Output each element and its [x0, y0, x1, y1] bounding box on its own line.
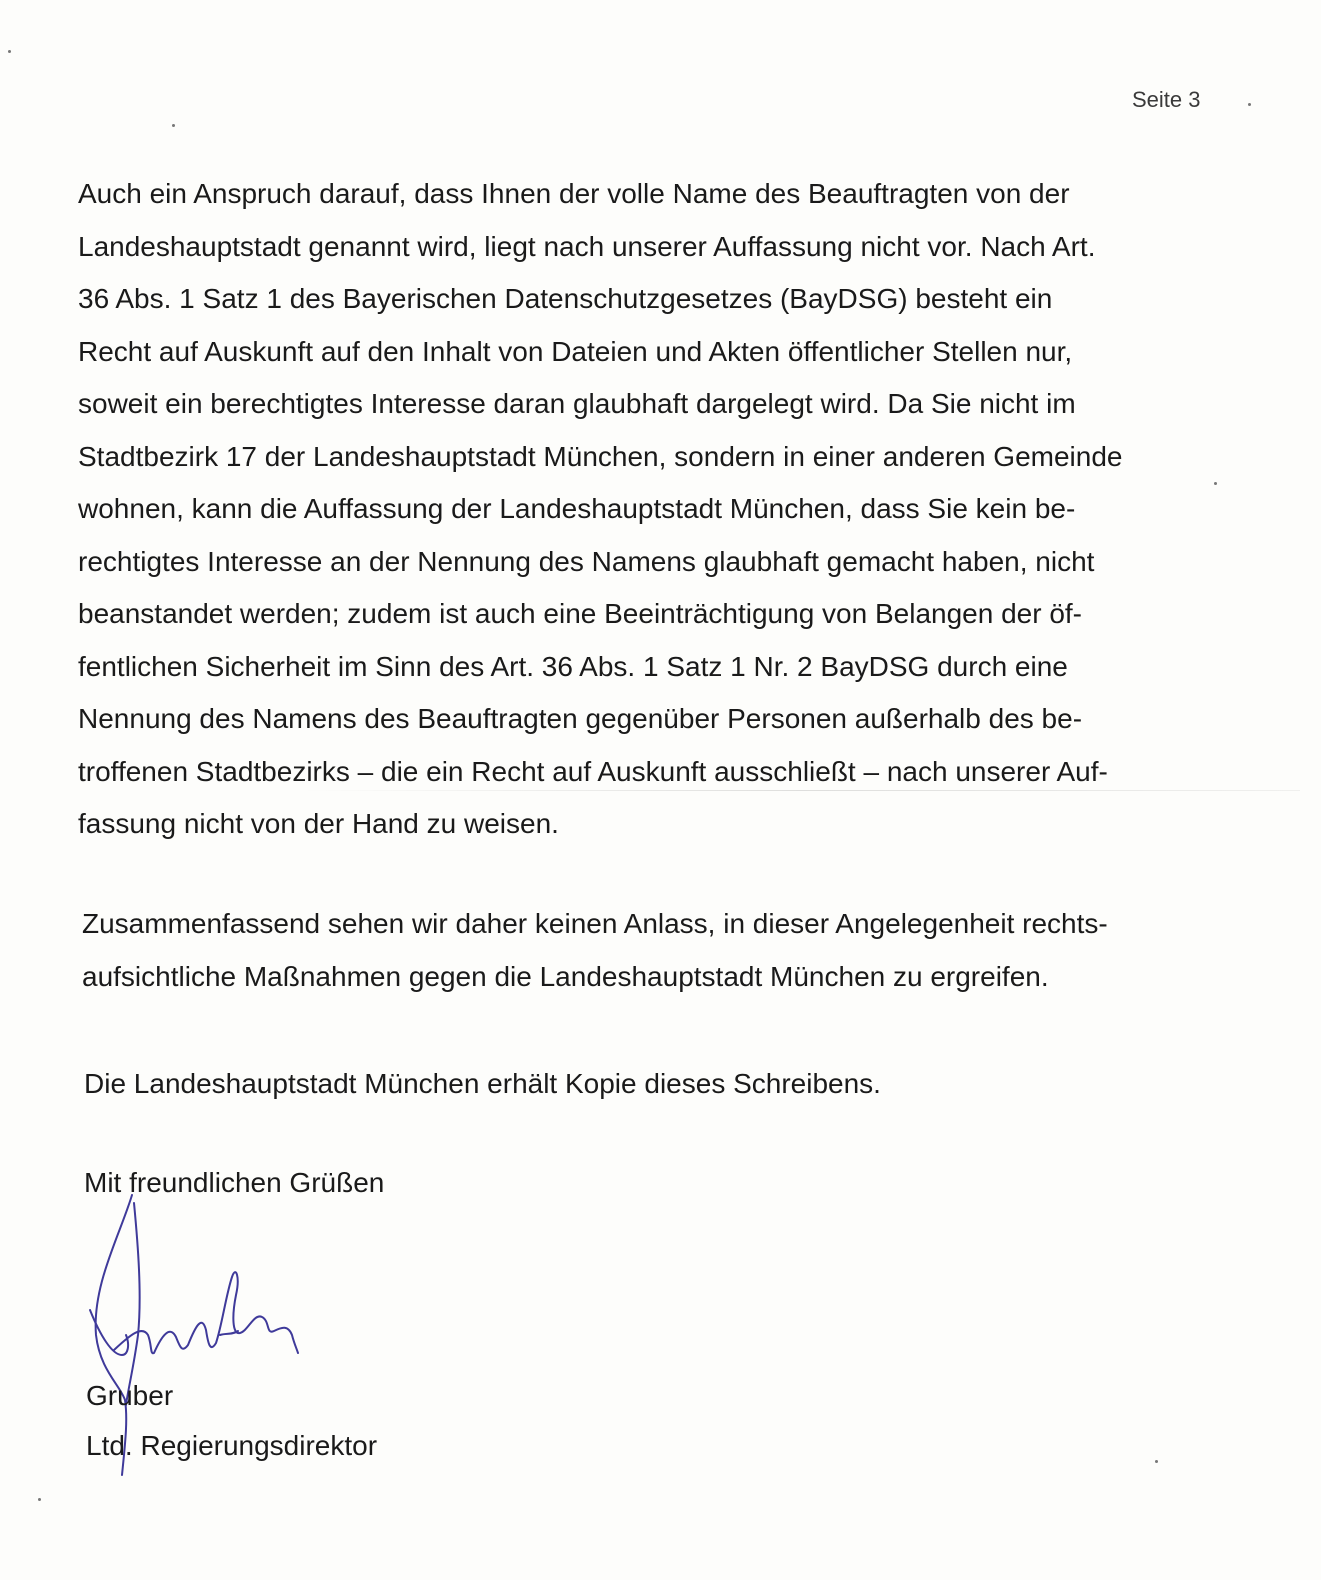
- closing-salutation: Mit freundlichen Grüßen: [84, 1167, 385, 1198]
- paper-speck: [172, 124, 175, 127]
- signer-name: Gruber: [86, 1380, 174, 1411]
- paper-speck: [38, 1498, 41, 1501]
- paragraph-line: fentlichen Sicherheit im Sinn des Art. 36 Abs. 1 Satz 1 Nr. 2 BayDSG durch eine: [78, 650, 1068, 682]
- paragraph-line: wohnen, kann die Auffassung der Landeshauptstadt München, dass Sie kein be-: [78, 493, 1076, 524]
- paragraph-line: Recht auf Auskunft auf den Inhalt von Dateien und Akten öffentlicher Stellen nur,: [78, 335, 1073, 367]
- paragraph-line: soweit ein berechtigtes Interesse daran glaubhaft dargelegt wird. Da Sie nicht im: [78, 388, 1076, 419]
- signer-title: Ltd. Regierungsdirektor: [86, 1430, 378, 1461]
- paper-speck: [1155, 1460, 1158, 1463]
- paper-speck: [1214, 482, 1217, 485]
- paragraph-2: [82, 898, 1242, 1003]
- page-number: Seite 3: [1132, 87, 1201, 112]
- paragraph-3: [84, 1058, 1244, 1111]
- paper-speck: [8, 50, 11, 53]
- paragraph-line: aufsichtliche Maßnahmen gegen die Landeshauptstadt München zu ergreifen.: [82, 960, 1049, 992]
- paragraph-line: Die Landeshauptstadt München erhält Kopie dieses Schreibens.: [84, 1068, 881, 1099]
- paragraph-1: [78, 168, 1238, 851]
- paragraph-line: fassung nicht von der Hand zu weisen.: [78, 808, 559, 839]
- paragraph-line: Nennung des Namens des Beauftragten gegenüber Personen außerhalb des be-: [78, 703, 1083, 734]
- paragraph-line: 36 Abs. 1 Satz 1 des Bayerischen Datenschutzgesetzes (BayDSG) besteht ein: [78, 283, 1053, 314]
- paragraph-line: Auch ein Anspruch darauf, dass Ihnen der volle Name des Beauftragten von der: [78, 178, 1070, 209]
- paper-fold-line: [300, 790, 1300, 791]
- paper-speck: [1248, 103, 1251, 106]
- paragraph-line: troffenen Stadtbezirks – die ein Recht auf Auskunft ausschließt – nach unserer Auf-: [78, 755, 1108, 787]
- paragraph-line: rechtigtes Interesse an der Nennung des Namens glaubhaft gemacht haben, nicht: [78, 545, 1095, 577]
- paragraph-line: Stadtbezirk 17 der Landeshauptstadt München, sondern in einer anderen Gemeinde: [78, 440, 1123, 472]
- paragraph-line: Landeshauptstadt genannt wird, liegt nach unserer Auffassung nicht vor. Nach Art.: [78, 230, 1096, 262]
- paragraph-line: Zusammenfassend sehen wir daher keinen Anlass, in dieser Angelegenheit rechts-: [82, 908, 1108, 939]
- paragraph-line: beanstandet werden; zudem ist auch eine Beeinträchtigung von Belangen der öf-: [78, 598, 1083, 629]
